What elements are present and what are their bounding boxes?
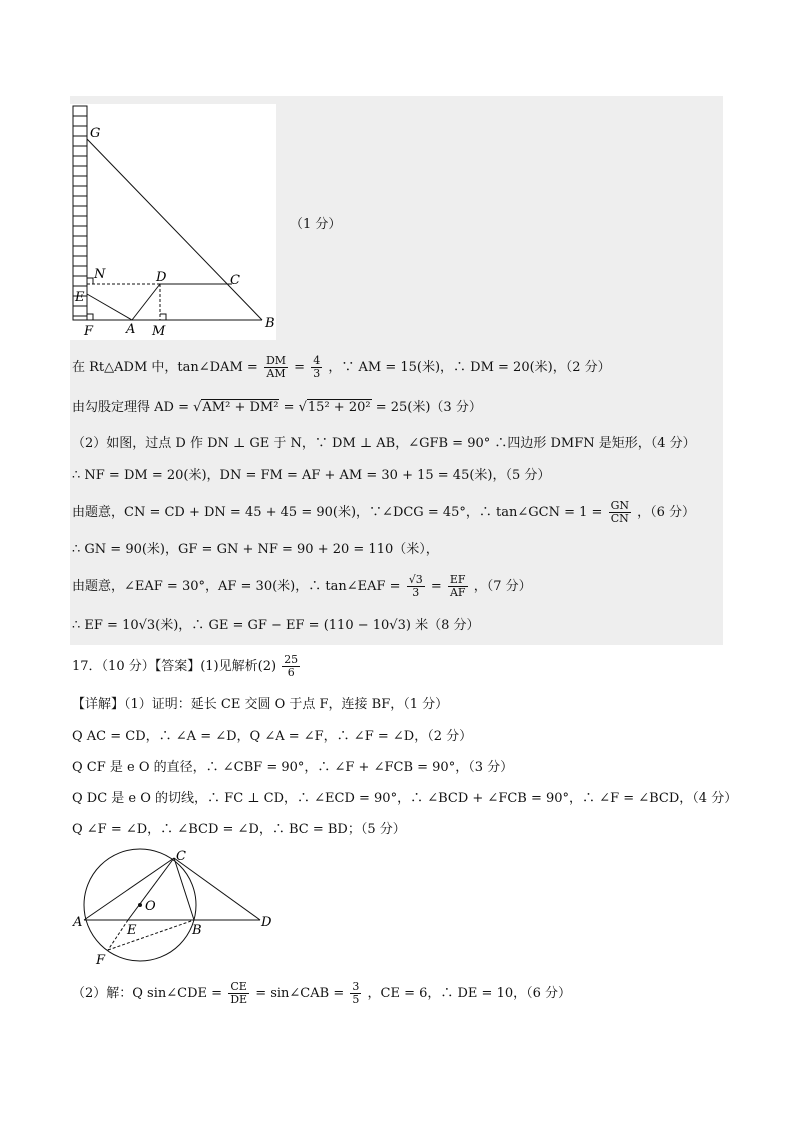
q17-detail-line-4: Q DC 是 e O 的切线，∴ FC ⊥ CD，∴ ∠ECD = 90°，∴ ∠BCD + ∠FCB = 90°，∴ ∠F = ∠BCD，（4 分） [72, 791, 738, 806]
solution-line-4: ∴ NF = DM = 20(米)，DN = FM = AF + AM = 30 + 15 = 45(米)，（5 分） [72, 468, 551, 483]
line-ad [132, 284, 160, 320]
q17-detail-line-3: Q CF 是 e O 的直径，∴ ∠CBF = 90°，∴ ∠F + ∠FCB = 90°，（3 分） [72, 760, 514, 775]
label-a: A [126, 322, 136, 337]
l2-text-a: 由勾股定理得 AD = [72, 400, 189, 415]
q17-part2-line [72, 981, 571, 1006]
center-point-o [138, 903, 142, 907]
l5-text-c: ，（6 分） [637, 505, 696, 520]
line-ac [84, 858, 174, 920]
q17-detail-line-5: Q ∠F = ∠D，∴ ∠BCD = ∠D，∴ BC = BD；（5 分） [72, 822, 406, 837]
label-m: M [152, 324, 166, 339]
l15-text-c: ，CE = 6，∴ DE = 10，（6 分） [367, 986, 572, 1001]
label-d: D [156, 270, 167, 285]
label-e-2: E [127, 923, 137, 938]
fraction-ef-af: $\frac{EF}{AF}$ [449, 573, 466, 599]
radicand-1: AM² + DM² [202, 400, 279, 415]
label-f: F [84, 324, 94, 339]
line-ef [108, 920, 128, 950]
l7-text-a: 由题意，∠EAF = 30°，AF = 30(米)，∴ tan∠EAF = [72, 579, 401, 594]
sqrt-sign-2: √ [298, 400, 307, 415]
q17-detail-line-1: 【详解】（1）证明：延长 CE 交圆 O 于点 F，连接 BF，（1 分） [72, 697, 449, 712]
label-b: B [265, 316, 275, 331]
right-angle-f [87, 314, 93, 320]
label-g: G [90, 126, 101, 141]
l8-paren-expr: (110 − 10√3) [323, 618, 411, 633]
right-angle-m [160, 314, 166, 320]
label-a-2: A [73, 915, 83, 930]
fraction-25-6: $\frac{25}{6}$ [284, 653, 299, 679]
fraction-sqrt3-3: $\frac{√3}{3}$ [408, 573, 423, 599]
circle-diagram-svg [70, 848, 280, 968]
fraction-gn-cn: $\frac{GN}{CN}$ [610, 499, 629, 525]
l1-text-a: 在 Rt△ADM 中，tan∠DAM = [72, 360, 258, 375]
l8-text-c: 米（8 分） [415, 618, 480, 633]
solution-line-8 [72, 616, 479, 636]
score-note-1: （1 分） [290, 217, 342, 232]
l15-text-a: （2）解：Q sin∠CDE = [72, 986, 223, 1001]
figure-circle-diagram [70, 848, 280, 968]
fraction-3-5: $\frac{3}{5}$ [352, 980, 360, 1006]
sqrt-sign-1: √ [193, 400, 202, 415]
label-n: N [94, 267, 106, 282]
tower-diagram-svg [70, 104, 276, 340]
label-b-2: B [192, 923, 202, 938]
solution-line-1 [72, 355, 611, 380]
l8-text-a: ∴ EF = 10√3(米)，∴ GE = GF − EF = [72, 618, 320, 633]
tower-rungs [73, 116, 87, 316]
solution-line-7 [72, 574, 532, 599]
right-angle-n [87, 278, 93, 284]
fraction-dm-am: $\frac{DM}{AM}$ [265, 354, 287, 380]
l15-eq: = sin∠CAB = [255, 986, 345, 1001]
label-c-2: C [176, 849, 186, 864]
tower-frame [73, 106, 87, 320]
q17-detail-line-2: Q AC = CD，∴ ∠A = ∠D，Q ∠A = ∠F，∴ ∠F = ∠D，（2 分） [72, 729, 473, 744]
fraction-4-3: $\frac{4}{3}$ [313, 354, 321, 380]
figure-tower-diagram [70, 104, 276, 340]
label-c: C [230, 273, 240, 288]
label-e: E [75, 290, 85, 305]
line-fb [108, 920, 194, 950]
label-o: O [145, 899, 156, 914]
fraction-ce-de: $\frac{CE}{DE}$ [230, 980, 248, 1006]
solution-line-6: ∴ GN = 90(米)，GF = GN + NF = 90 + 20 = 110（米）， [72, 542, 439, 557]
label-d-2: D [261, 915, 272, 930]
line-ea [87, 294, 132, 320]
q17-answer-line [72, 654, 302, 679]
line-cb [174, 858, 194, 920]
solution-line-2 [72, 398, 482, 418]
q17-answer-text: 17．（10 分）【答案】(1)见解析(2) [72, 659, 277, 674]
l1-eq: = [294, 360, 306, 375]
l7-text-c: ，（7 分） [473, 579, 532, 594]
l1-text-c: ，∵ AM = 15(米)，∴ DM = 20(米)，（2 分） [328, 360, 611, 375]
line-cd [174, 858, 260, 920]
l5-text-a: 由题意，CN = CD + DN = 45 + 45 = 90(米)，∵∠DCG = 45°，∴ tan∠GCN = 1 = [72, 505, 603, 520]
label-f-2: F [96, 953, 106, 968]
solution-line-3: （2）如图，过点 D 作 DN ⊥ GE 于 N，∵ DM ⊥ AB，∠GFB = 90° ∴四边形 DMFN 是矩形，（4 分） [72, 436, 696, 451]
l2-text-c: = 25(米)（3 分） [375, 400, 482, 415]
radicand-2: 15² + 20² [307, 400, 371, 415]
l2-eq: = [283, 400, 295, 415]
l7-eq: = [430, 579, 442, 594]
line-gb [87, 139, 262, 320]
solution-line-5 [72, 500, 695, 525]
